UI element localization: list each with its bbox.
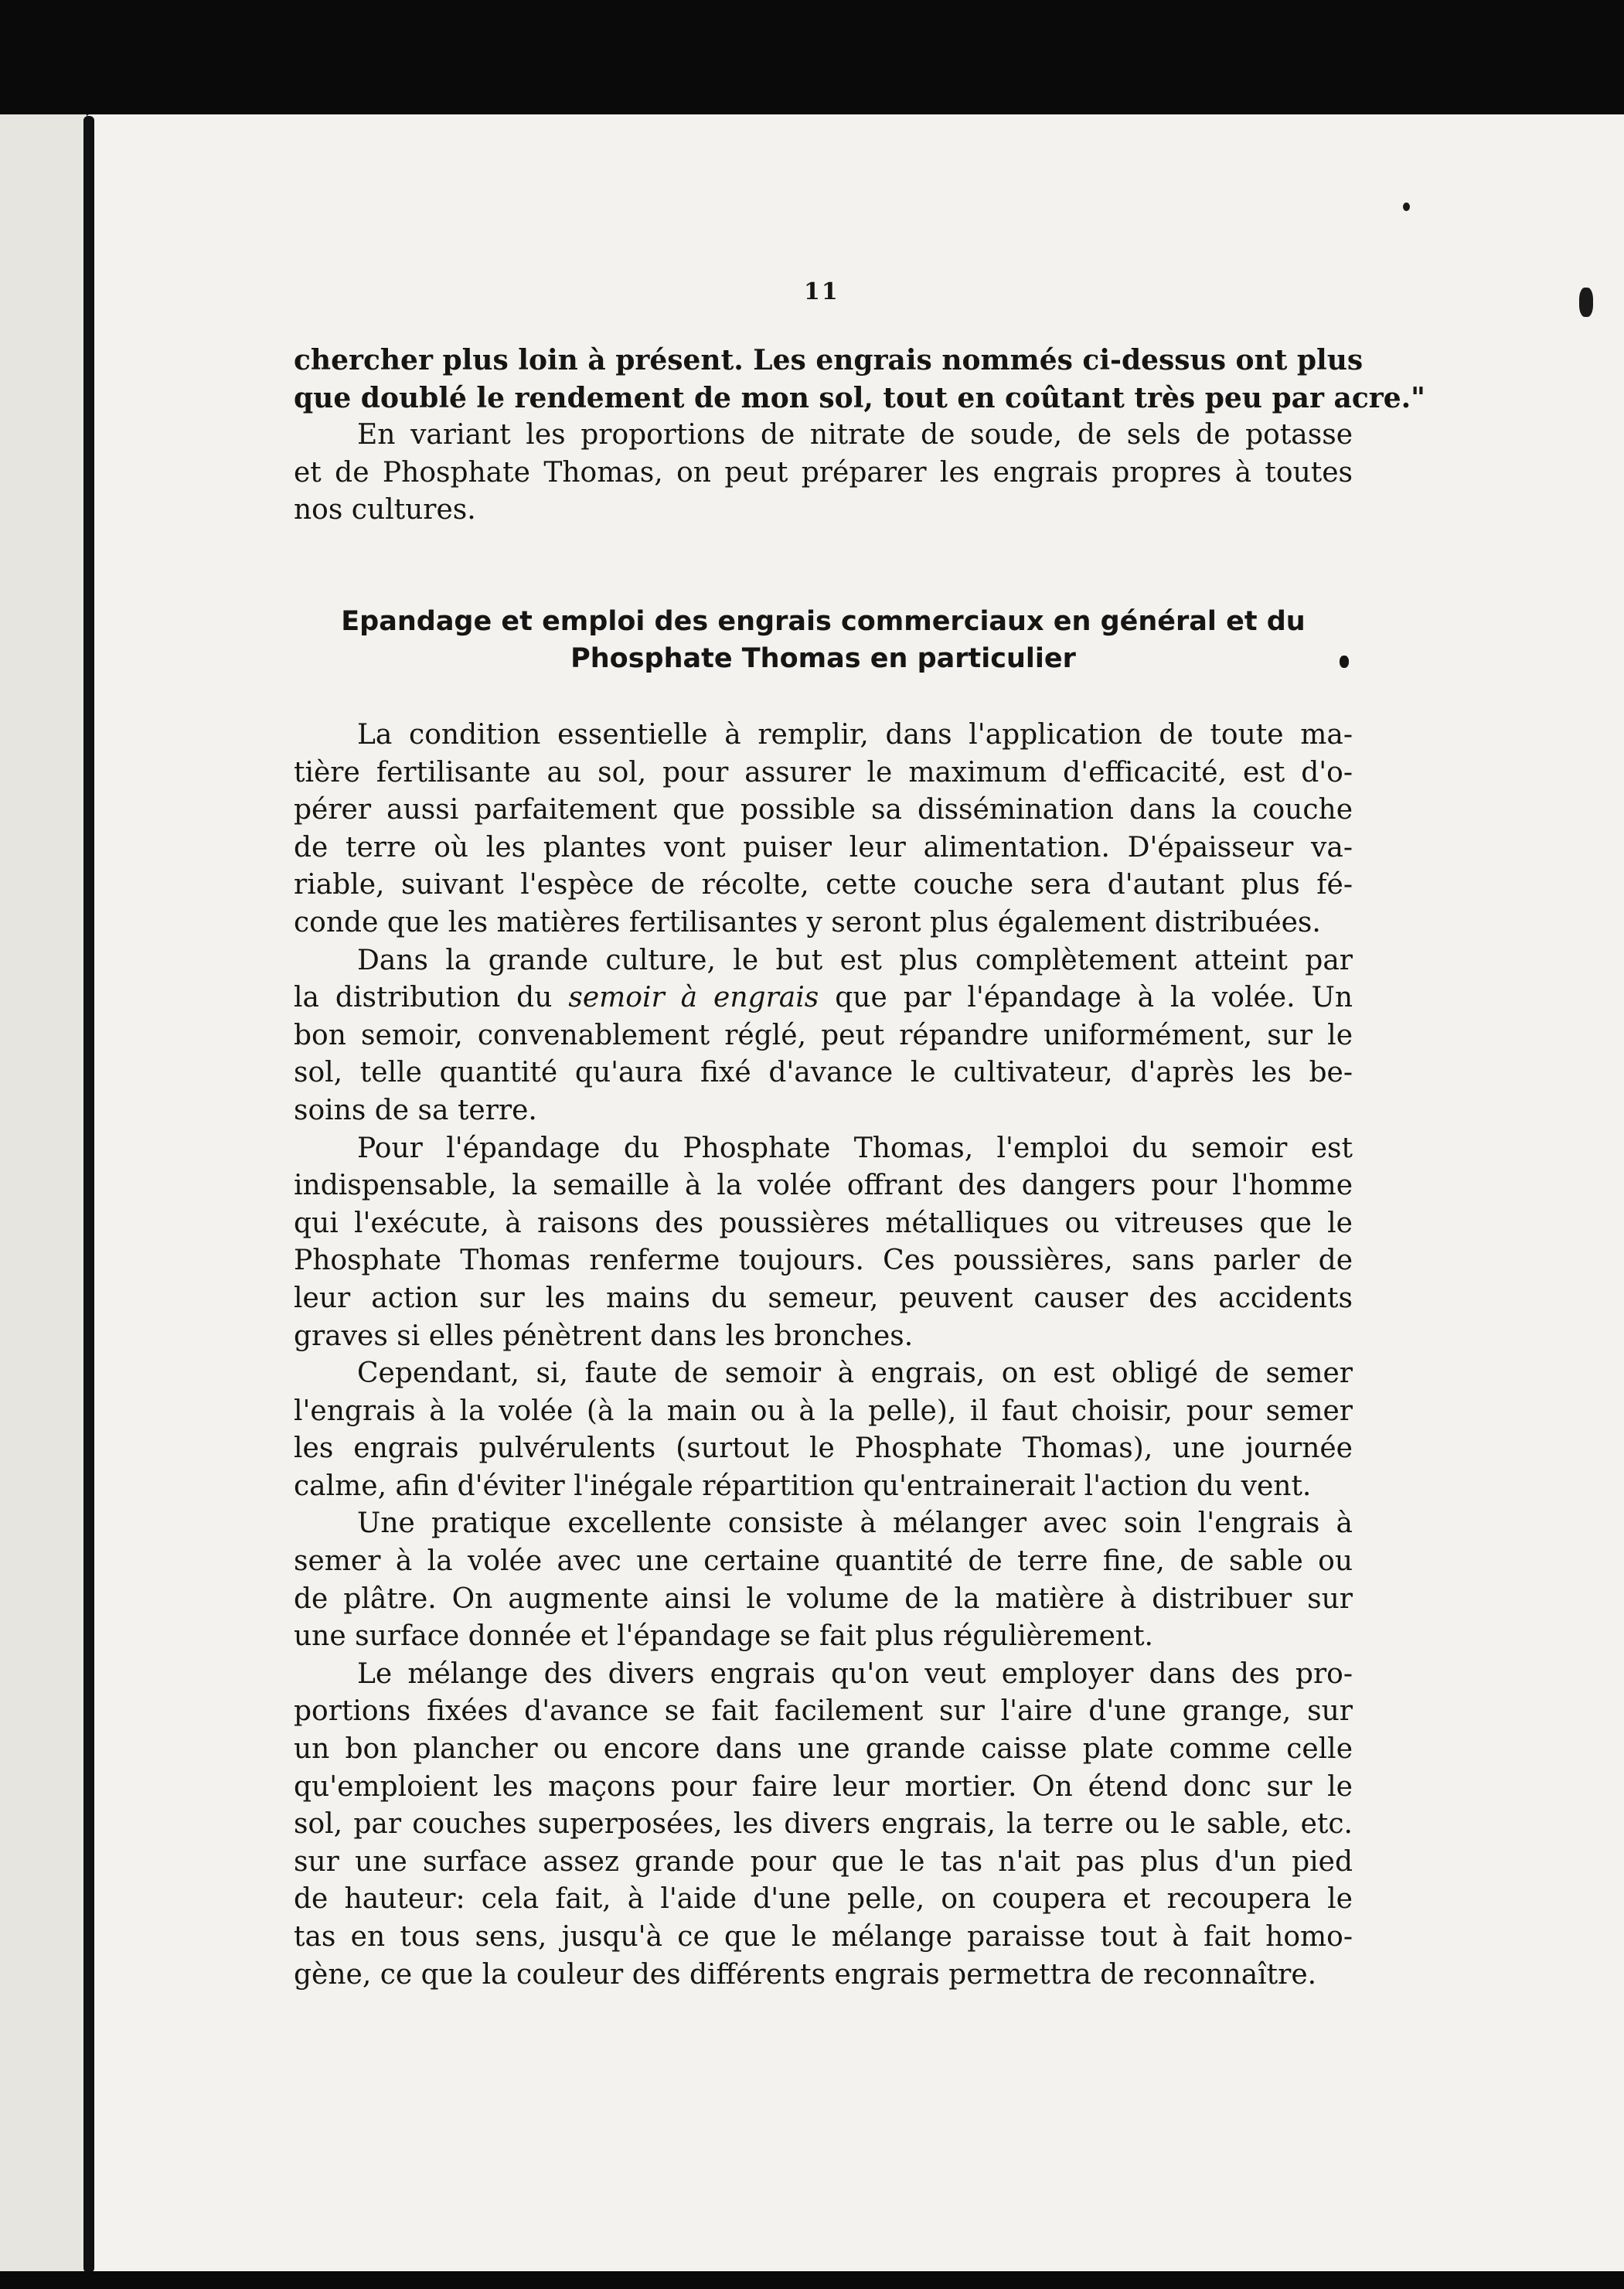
text-line: sol, par couches superposées, les divers engrais, la terre ou le sable, etc. [294, 1808, 1353, 1841]
page-number: 11 [804, 278, 839, 305]
text-line: indispensable, la semaille à la volée offrant des dangers pour l'homme [294, 1170, 1353, 1202]
text-line: Phosphate Thomas renferme toujours. Ces poussières, sans parler de [294, 1245, 1353, 1277]
text-line: portions fixées d'avance se fait facilement sur l'aire d'une grange, sur [294, 1695, 1353, 1728]
text-line: nos cultures. [294, 494, 476, 526]
paragraph [294, 1355, 1353, 1505]
text-line: Le mélange des divers engrais qu'on veut employer dans des pro- [357, 1657, 1353, 1690]
text-line: pérer aussi parfaitement que possible sa dissémination dans la couche [294, 794, 1353, 826]
dust-speck [1579, 288, 1593, 317]
text-line: une surface donnée et l'épandage se fait plus régulièrement. [294, 1620, 1153, 1653]
text-line: qu'emploient les maçons pour faire leur mortier. On étend donc sur le [294, 1770, 1353, 1803]
paragraph [294, 942, 1353, 1130]
paragraph [294, 1130, 1353, 1356]
text-line: tas en tous sens, jusqu'à ce que le mélange paraisse tout à fait homo- [294, 1921, 1353, 1953]
text-line: un bon plancher ou encore dans une grande caisse plate comme celle [294, 1733, 1353, 1766]
text-line: conde que les matières fertilisantes y seront plus également distribuées. [294, 906, 1321, 938]
book-spine-shadow [83, 116, 94, 2273]
text-line: graves si elles pénètrent dans les bronches. [294, 1320, 914, 1352]
text-line: et de Phosphate Thomas, on peut préparer les engrais propres à toutes [294, 456, 1353, 489]
text-line: bon semoir, convenablement réglé, peut répandre uniformément, sur le [294, 1019, 1353, 1051]
text-line: les engrais pulvérulents (surtout le Phosphate Thomas), une journée [294, 1432, 1353, 1465]
paragraph [294, 1656, 1353, 1994]
text-line: Pour l'épandage du Phosphate Thomas, l'emploi du semoir est [357, 1132, 1353, 1164]
heading-line-2: Phosphate Thomas en particulier [570, 643, 1076, 674]
section-heading [294, 603, 1353, 677]
text-line: La condition essentielle à remplir, dans l'application de toute ma- [357, 719, 1353, 751]
text-line: riable, suivant l'espèce de récolte, cette couche sera d'autant plus fé- [294, 869, 1353, 901]
text-line: gène, ce que la couleur des différents engrais permettra de reconnaître. [294, 1958, 1317, 1991]
paragraph [294, 717, 1353, 942]
scan-bottom-border [0, 2271, 1624, 2289]
text-line: En variant les proportions de nitrate de soude, de sels de potasse [357, 419, 1353, 451]
emphasis: semoir à engrais [568, 982, 819, 1014]
intro-section [294, 342, 1425, 530]
text-line: que doublé le rendement de mon sol, tout en coûtant très peu par acre." [294, 381, 1425, 414]
text-line: la distribution du semoir à engrais que par l'épandage à la volée. Un [294, 982, 1353, 1014]
text-line: calme, afin d'éviter l'inégale répartition qu'entrainerait l'action du vent. [294, 1470, 1312, 1502]
text-line: l'engrais à la volée (à la main ou à la pelle), il faut choisir, pour semer [294, 1395, 1353, 1427]
text-line: qui l'exécute, à raisons des poussières métalliques ou vitreuses que le [294, 1207, 1353, 1239]
body-section [294, 717, 1353, 1994]
text-line: sol, telle quantité qu'aura fixé d'avance le cultivateur, d'après les be- [294, 1057, 1353, 1089]
text-line: leur action sur les mains du semeur, peuvent causer des accidents [294, 1282, 1353, 1314]
text-line: soins de sa terre. [294, 1094, 537, 1126]
bullet-mark [1340, 656, 1349, 668]
facing-page-edge [0, 114, 87, 2271]
text-line: semer à la volée avec une certaine quantité de terre fine, de sable ou [294, 1545, 1353, 1578]
text-line: de terre où les plantes vont puiser leur alimentation. D'épaisseur va- [294, 831, 1353, 863]
text-line: Cependant, si, faute de semoir à engrais, on est obligé de semer [357, 1357, 1353, 1390]
paragraph [294, 1505, 1353, 1655]
text-line: tière fertilisante au sol, pour assurer le maximum d'efficacité, est d'o- [294, 756, 1353, 789]
paragraph [294, 342, 1425, 417]
text-line: sur une surface assez grande pour que le tas n'ait pas plus d'un pied [294, 1845, 1353, 1878]
dust-speck [1403, 203, 1410, 211]
text-line: Dans la grande culture, le but est plus complètement atteint par [357, 944, 1353, 976]
paragraph [294, 417, 1353, 530]
text-line: chercher plus loin à présent. Les engrais nommés ci-dessus ont plus [294, 344, 1364, 376]
text-line: Une pratique excellente consiste à mélanger avec soin l'engrais à [357, 1507, 1353, 1540]
text-line: de plâtre. On augmente ainsi le volume de la matière à distribuer sur [294, 1582, 1353, 1615]
text-line: de hauteur: cela fait, à l'aide d'une pelle, on coupera et recoupera le [294, 1883, 1353, 1916]
heading-line-1: Epandage et emploi des engrais commerciaux en général et du [341, 606, 1306, 637]
